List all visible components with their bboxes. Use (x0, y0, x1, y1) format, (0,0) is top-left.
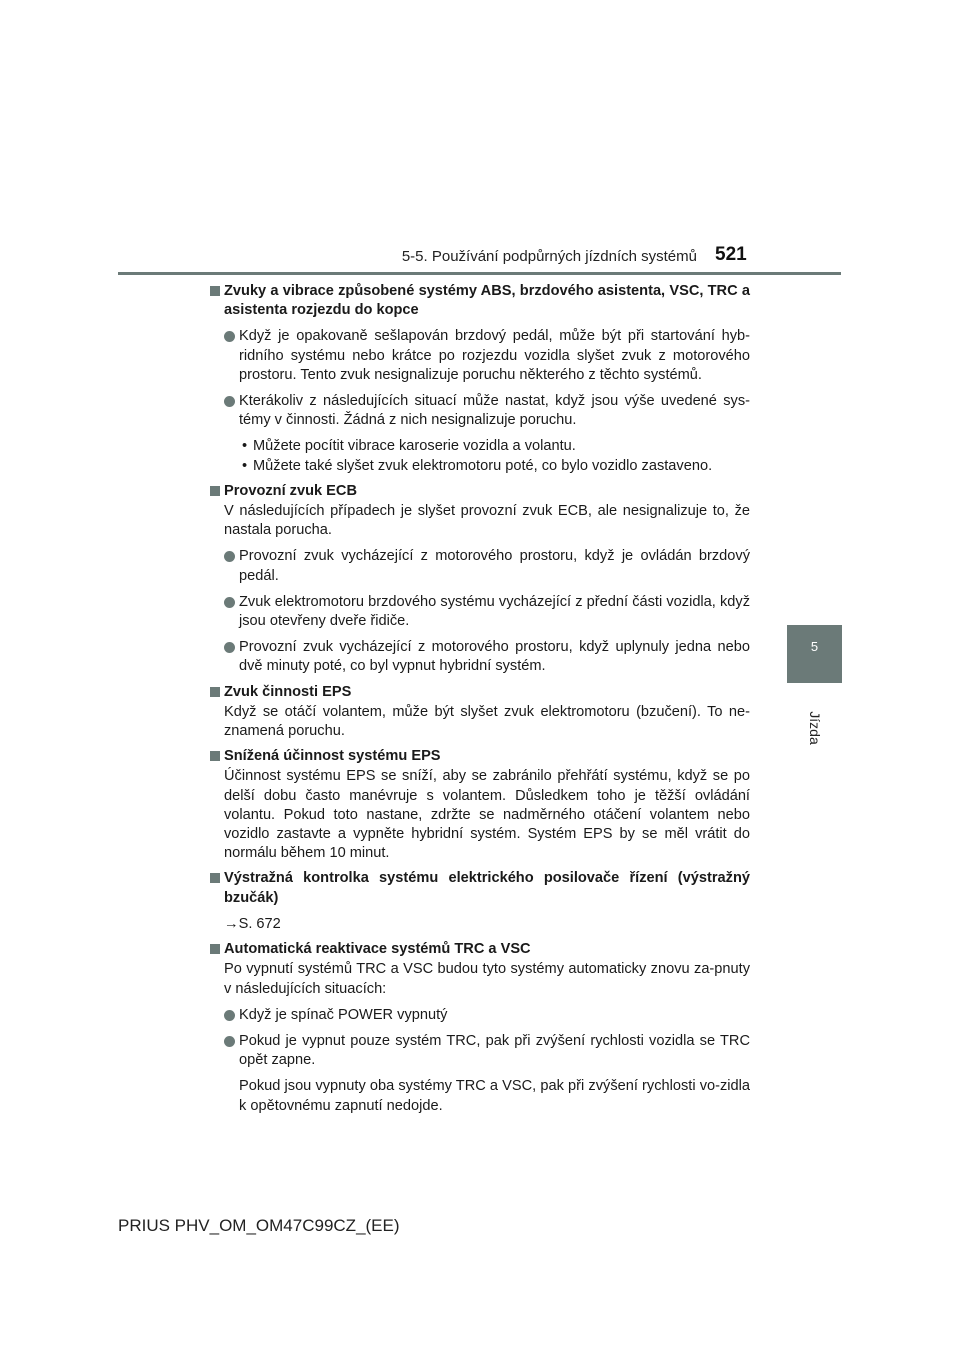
section-heading (210, 940, 750, 959)
list-item-text: Zvuk elektromotoru brzdového systému vycházející z přední části vozidla, když jsou otevřeny dveře řidiče. (239, 593, 750, 630)
document-id: PRIUS PHV_OM_OM47C99CZ_(EE) (118, 1216, 400, 1235)
section-paragraph: V následujících případech je slyšet provozní zvuk ECB, ale nesignalizuje to, že nastala porucha. (224, 503, 750, 539)
section-heading-text: Snížená účinnost systému EPS (224, 748, 441, 765)
section-heading (210, 869, 750, 907)
square-bullet-icon (210, 286, 220, 296)
section-paragraph: Po vypnutí systémů TRC a VSC budou tyto systémy automaticky znovu za-pnuty v následujících situacích: (224, 961, 750, 997)
list-item-text: Kterákoliv z následujících situací může nastat, když jsou výše uvedené sys-témy v činnosti. Žádná z nich nesignalizuje poruchu. (239, 393, 750, 429)
round-bullet-icon (224, 642, 235, 653)
page-number: 521 (715, 244, 747, 265)
small-bullet-icon: • (242, 457, 248, 474)
list-item-text: Provozní zvuk vycházející z motorového prostoru, když je ovládán brzdový pedál. (239, 548, 750, 584)
list-item (210, 547, 750, 585)
list-item-text: Když je spínač POWER vypnutý (239, 1006, 448, 1023)
section-heading-text: Zvuk činnosti EPS (224, 683, 352, 700)
section-heading-text: Provozní zvuk ECB (224, 482, 357, 499)
sub-list-item (239, 437, 750, 456)
page-reference-link[interactable]: →S. 672 (224, 915, 281, 932)
square-bullet-icon (210, 873, 220, 883)
square-bullet-icon (210, 751, 220, 761)
chapter-label: Jízda (807, 711, 823, 745)
section-heading (210, 482, 750, 501)
round-bullet-icon (224, 331, 235, 342)
section-abs-sounds (210, 282, 750, 476)
sub-list (210, 437, 750, 475)
list-item-text: Pokud je vypnut pouze systém TRC, pak při zvýšení rychlosti vozidla se TRC opět zapne. (239, 1032, 750, 1069)
round-bullet-icon (224, 1010, 235, 1021)
section-paragraph: Účinnost systému EPS se sníží, aby se zabránilo přehřátí systému, když se po delší dobu často manévruje s volantem. Důsledkem toho je těžší ovládání volantu. Pokud toto nastane, zdržte se nadměrného otáčení volantem nebo vozidlo zastavte a vypněte hybridní systém. Systém EPS by se měl vrátit do normálu během 10 minut. (224, 768, 750, 862)
list-item-text: Když je opakovaně sešlapován brzdový pedál, může být při startování hyb-ridního systému nebo krátce po rozjezdu vozidla slyšet zvuk z motorového prostoru. Tento zvuk nesignalizuje poruchu některého z těchto systémů. (239, 328, 750, 383)
section-eps-sound (210, 683, 750, 742)
sub-list-item-text: Můžete také slyšet zvuk elektromotoru poté, co bylo vozidlo zastaveno. (253, 457, 713, 474)
list-item (210, 1032, 750, 1070)
round-bullet-icon (224, 396, 235, 407)
square-bullet-icon (210, 687, 220, 697)
round-bullet-icon (224, 1036, 235, 1047)
list-item-text: Provozní zvuk vycházející z motorového prostoru, když uplynuly jedna nebo dvě minuty poté, co byl vypnut hybridní systém. (239, 639, 750, 675)
small-bullet-icon: • (242, 438, 248, 455)
list-item (210, 593, 750, 631)
section-eps-reduced (210, 747, 750, 863)
list-item (210, 327, 750, 385)
follow-paragraph: Pokud jsou vypnuty oba systémy TRC a VSC, pak při zvýšení rychlosti vo-zidla k opětovnému zapnutí nedojde. (239, 1078, 750, 1114)
chapter-tab (787, 625, 842, 683)
page-header (0, 0, 960, 300)
sub-list-item-text: Můžete pocítit vibrace karoserie vozidla a volantu. (253, 438, 576, 455)
square-bullet-icon (210, 944, 220, 954)
section-trc-vsc-reactivation (210, 940, 750, 1116)
square-bullet-icon (210, 486, 220, 496)
section-heading (210, 683, 750, 702)
section-title: 5-5. Používání podpůrných jízdních systémů (401, 248, 697, 265)
section-heading (210, 282, 750, 320)
header-divider (118, 272, 841, 275)
section-heading-text: Výstražná kontrolka systému elektrického posilovače řízení (výstražný bzučák) (224, 870, 750, 906)
section-heading-text: Zvuky a vibrace způsobené systémy ABS, brzdového asistenta, VSC, TRC a asistenta rozjezdu do kopce (224, 283, 750, 319)
list-item (210, 638, 750, 676)
round-bullet-icon (224, 597, 235, 608)
sub-list-item (239, 457, 750, 476)
page-content (210, 282, 750, 1122)
round-bullet-icon (224, 551, 235, 562)
section-heading (210, 747, 750, 766)
list-item (210, 392, 750, 430)
list-item (210, 1006, 750, 1025)
chapter-number: 5 (810, 639, 819, 654)
section-heading-text: Automatická reaktivace systémů TRC a VSC (224, 941, 531, 958)
section-paragraph: Když se otáčí volantem, může být slyšet zvuk elektromotoru (bzučení). To ne-znamená poruchu. (224, 703, 750, 740)
section-eps-warning (210, 869, 750, 934)
section-ecb-sound (210, 482, 750, 677)
